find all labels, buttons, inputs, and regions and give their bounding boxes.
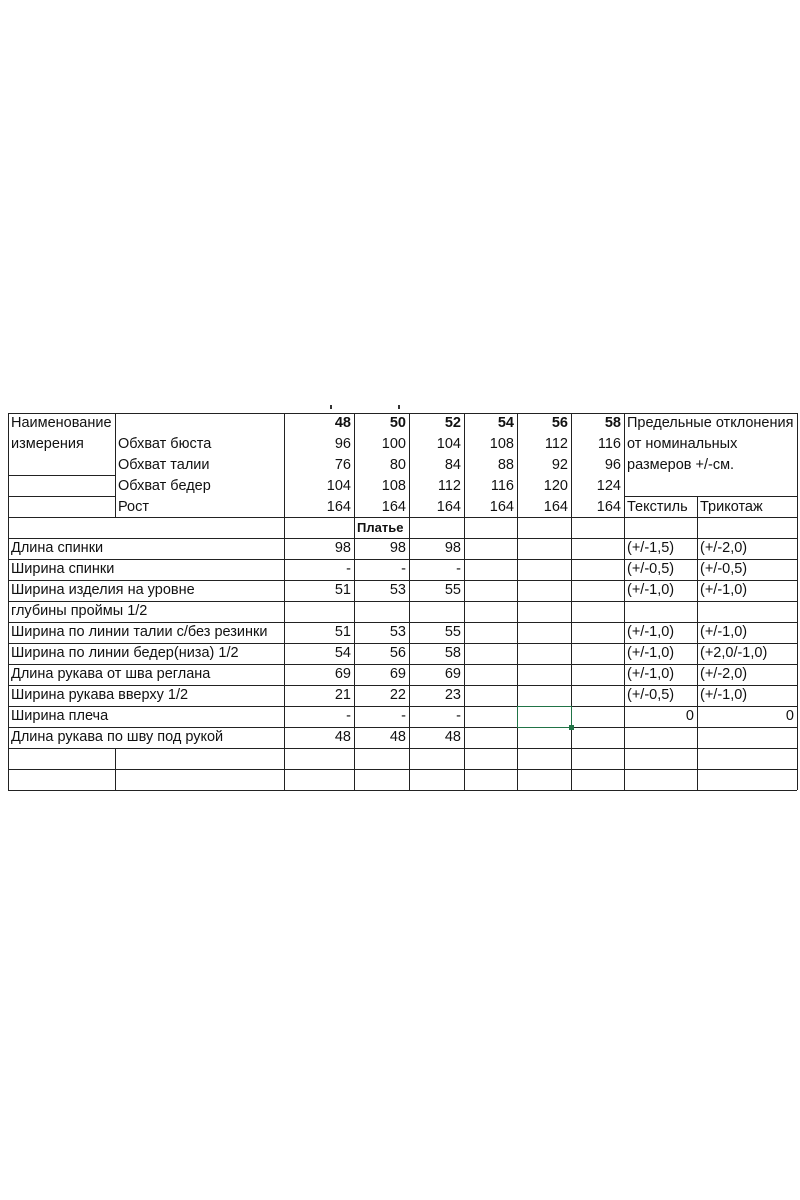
measurement-value: 84 — [444, 457, 461, 473]
dress-value-52: 58 — [444, 645, 461, 661]
dress-value-50: 53 — [389, 582, 406, 598]
measurement-value: 120 — [543, 478, 568, 494]
size-54: 54 — [497, 415, 514, 431]
measurement-value: 104 — [326, 478, 351, 494]
dress-knit-tolerance: 0 — [785, 708, 794, 724]
dress-textile-tolerance: (+/-1,0) — [627, 645, 675, 661]
fill-handle[interactable] — [569, 725, 574, 730]
dress-knit-tolerance: (+/-1,0) — [700, 582, 748, 598]
dress-value-48: - — [346, 708, 351, 724]
section-title-row — [0, 517, 800, 538]
measurement-value: 164 — [489, 499, 514, 515]
measurement-value: 164 — [326, 499, 351, 515]
dress-value-50: 98 — [389, 540, 406, 556]
measurement-value: 112 — [437, 478, 461, 494]
measurement-value: 100 — [381, 436, 406, 452]
dress-knit-tolerance: (+/-1,0) — [700, 624, 748, 640]
measurement-value: 108 — [489, 436, 514, 452]
measurement-value: 96 — [334, 436, 351, 452]
grid-line — [115, 748, 116, 790]
dress-textile-tolerance: (+/-1,5) — [627, 540, 675, 556]
knit-header: Трикотаж — [700, 499, 763, 515]
size-48: 48 — [334, 415, 351, 431]
measurement-row-height — [0, 497, 800, 518]
dress-textile-tolerance: (+/-1,0) — [627, 582, 675, 598]
dress-row-label: Ширина по линии талии с/без резинки — [11, 624, 268, 640]
measurement-label: Обхват бедер — [118, 478, 211, 494]
measurement-row-waist — [0, 455, 800, 476]
dress-row-label: Ширина по линии бедер(низа) 1/2 — [11, 645, 239, 661]
dress-value-48: 48 — [334, 729, 351, 745]
dress-row-label: Длина спинки — [11, 540, 104, 556]
dress-knit-tolerance: (+2,0/-1,0) — [700, 645, 768, 661]
dress-value-48: 69 — [334, 666, 351, 682]
size-56: 56 — [551, 415, 568, 431]
measurement-row-hips — [0, 476, 800, 497]
dress-value-52: - — [456, 561, 461, 577]
measurement-label: Обхват бюста — [118, 436, 212, 452]
dress-value-50: 22 — [389, 687, 406, 703]
measurement-value: 116 — [490, 478, 514, 494]
header-tick-mark — [398, 405, 400, 409]
dress-textile-tolerance: (+/-0,5) — [627, 561, 675, 577]
dress-value-50: 69 — [389, 666, 406, 682]
dress-row-label: глубины проймы 1/2 — [11, 603, 148, 619]
dress-knit-tolerance: (+/-0,5) — [700, 561, 748, 577]
dress-row — [0, 622, 800, 643]
deviations-header-line1: Предельные отклонения — [627, 415, 794, 431]
measurement-value: 96 — [604, 457, 621, 473]
dress-value-48: 51 — [334, 624, 351, 640]
dress-value-50: - — [401, 561, 406, 577]
dress-row — [0, 580, 800, 601]
dress-row — [0, 685, 800, 706]
measurement-label: Рост — [118, 499, 149, 515]
dress-row — [0, 727, 800, 748]
measurement-value: 92 — [551, 457, 568, 473]
measurement-value: 80 — [389, 457, 406, 473]
measurement-value: 88 — [497, 457, 514, 473]
dress-value-50: 56 — [389, 645, 406, 661]
dress-value-48: 21 — [334, 687, 351, 703]
size-58: 58 — [604, 415, 621, 431]
dress-value-52: 69 — [444, 666, 461, 682]
dress-row-label: Ширина плеча — [11, 708, 109, 724]
dress-row — [0, 643, 800, 664]
dress-value-50: - — [401, 708, 406, 724]
section-title: Платье — [357, 520, 404, 535]
dress-value-48: 54 — [334, 645, 351, 661]
dress-row — [0, 601, 800, 622]
dress-row-label: Длина рукава от шва реглана — [11, 666, 211, 682]
measurement-value: 116 — [597, 436, 621, 452]
dress-textile-tolerance: 0 — [685, 708, 694, 724]
name-label-line1: Наименование — [11, 415, 112, 431]
grid-line — [8, 769, 797, 770]
measurement-row-bust — [0, 434, 800, 455]
dress-row — [0, 538, 800, 559]
dress-textile-tolerance: (+/-0,5) — [627, 687, 675, 703]
measurement-value: 164 — [543, 499, 568, 515]
dress-knit-tolerance: (+/-2,0) — [700, 666, 748, 682]
size-52: 52 — [444, 415, 461, 431]
dress-row-label: Ширина рукава вверху 1/2 — [11, 687, 189, 703]
measurement-value: 164 — [381, 499, 406, 515]
active-cell-selection[interactable] — [517, 706, 572, 728]
dress-value-52: 23 — [444, 687, 461, 703]
dress-value-48: - — [346, 561, 351, 577]
dress-row-label: Ширина спинки — [11, 561, 115, 577]
measurement-value: 104 — [436, 436, 461, 452]
measurement-value: 112 — [544, 436, 568, 452]
dress-row-label: Длина рукава по шву под рукой — [11, 729, 224, 745]
measurement-value: 164 — [596, 499, 621, 515]
dress-row — [0, 706, 800, 727]
dress-value-48: 98 — [334, 540, 351, 556]
dress-value-48: 51 — [334, 582, 351, 598]
header-tick-mark — [330, 405, 332, 409]
dress-row — [0, 559, 800, 580]
dress-knit-tolerance: (+/-1,0) — [700, 687, 748, 703]
dress-value-52: 98 — [444, 540, 461, 556]
textile-header: Текстиль — [627, 499, 688, 515]
dress-row — [0, 664, 800, 685]
deviations-header-line2: от номинальных — [627, 436, 738, 452]
grid-line — [8, 748, 797, 749]
dress-value-52: - — [456, 708, 461, 724]
measurement-value: 108 — [381, 478, 406, 494]
dress-value-50: 53 — [389, 624, 406, 640]
dress-textile-tolerance: (+/-1,0) — [627, 624, 675, 640]
name-label-line2: измерения — [11, 436, 84, 452]
dress-row-label: Ширина изделия на уровне — [11, 582, 195, 598]
dress-textile-tolerance: (+/-1,0) — [627, 666, 675, 682]
dress-value-52: 55 — [444, 582, 461, 598]
dress-value-52: 48 — [444, 729, 461, 745]
size-50: 50 — [389, 415, 406, 431]
grid-line — [8, 790, 797, 791]
dress-value-50: 48 — [389, 729, 406, 745]
measurement-value: 164 — [436, 499, 461, 515]
deviations-header-line3: размеров +/-см. — [627, 457, 735, 473]
measurement-label: Обхват талии — [118, 457, 210, 473]
measurement-value: 76 — [334, 457, 351, 473]
measurement-value: 124 — [596, 478, 621, 494]
dress-value-52: 55 — [444, 624, 461, 640]
header-row-sizes — [0, 413, 800, 434]
dress-knit-tolerance: (+/-2,0) — [700, 540, 748, 556]
